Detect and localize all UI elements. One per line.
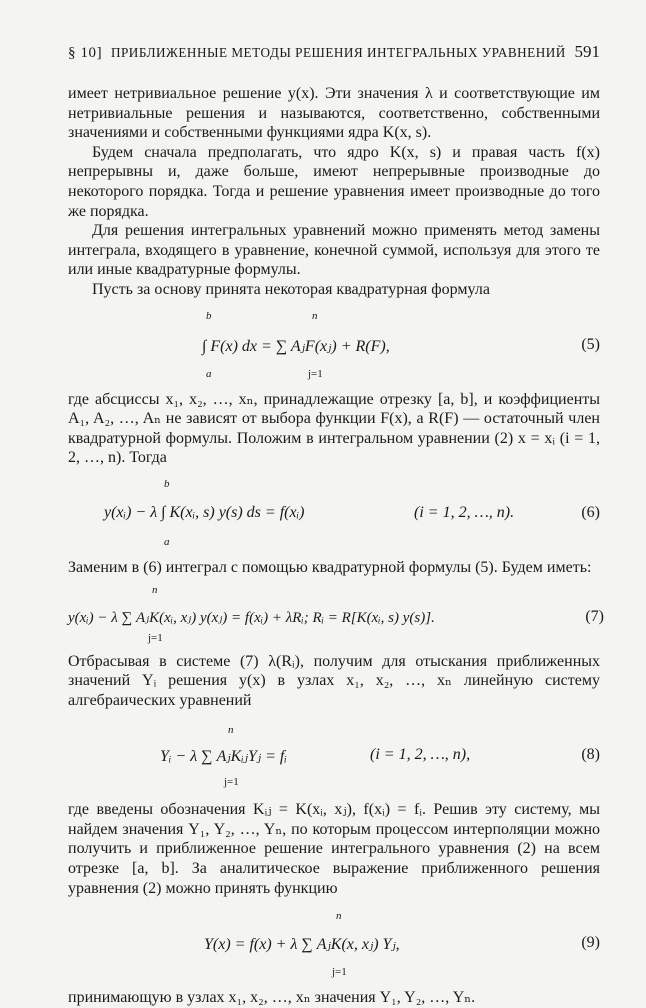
section-ref: § 10] (68, 45, 103, 61)
sum-lower-limit: j=1 (308, 367, 323, 380)
header-title: ПРИБЛИЖЕННЫЕ МЕТОДЫ РЕШЕНИЯ ИНТЕГРАЛЬНЫХ УРАВНЕНИЙ (110, 45, 566, 60)
equation-6-condition: (i = 1, 2, …, n). (414, 503, 515, 521)
paragraph-5: где абсциссы x₁, x₂, …, xₙ, принадлежащие отрезку [a, b], и коэффициенты A₁, A₂, …, Aₙ не зависят от выбора функции F(x), а R(F) — остаточный член квадратурной формулы. Положим в интегральном уравнении (2) x = xᵢ (i = 1, 2, …, n). Тогда (68, 390, 600, 467)
integral-upper-limit: b (206, 309, 212, 322)
equation-9 (68, 904, 600, 982)
sum-upper-limit: n (228, 724, 234, 737)
equation-5-number: (5) (581, 335, 600, 353)
paragraph-3: Для решения интегральных уравнений можно применять метод замены интеграла, входящего в уравнение, конечной суммой, используя для этого те или иные квадратурные формулы. (68, 222, 600, 279)
equation-8-condition: (i = 1, 2, …, n), (370, 746, 471, 764)
integral-lower-limit: a (206, 367, 212, 380)
equation-6-number: (6) (581, 503, 600, 521)
paragraph-9: принимающую в узлах x₁, x₂, …, xₙ значения Y₁, Y₂, …, Yₙ. (68, 989, 476, 1007)
equation-7 (68, 583, 604, 646)
page (68, 42, 604, 1008)
page-number: 591 (574, 42, 600, 61)
equation-9-number: (9) (581, 934, 600, 952)
sum-upper-limit: n (312, 309, 318, 322)
equation-9-body: Y(x) = f(x) + λ ∑ AⱼK(x, xⱼ) Yⱼ, (204, 936, 400, 954)
integral-upper-limit: b (164, 477, 170, 490)
equation-7-number: (7) (585, 607, 604, 625)
equation-8-body: Yᵢ − λ ∑ AⱼKᵢⱼYⱼ = fᵢ (160, 748, 287, 766)
equation-8 (68, 716, 600, 794)
running-header (68, 42, 600, 62)
paragraph-7: Отбрасывая в системе (7) λ(Rᵢ), получим для отыскания приближенных значений Yᵢ решения y(x) в узлах x₁, x₂, …, xₙ линейную систему алгебраических уравнений (68, 652, 600, 709)
sum-lower-limit: j=1 (332, 966, 347, 979)
sum-lower-limit: j=1 (148, 631, 163, 644)
sum-upper-limit: n (152, 583, 158, 596)
paragraph-2: Будем сначала предполагать, что ядро K(x, s) и правая часть f(x) непрерывны и, даже больше, имеют непрерывные производные до некоторого порядка. Тогда и решение уравнения имеет производные до того же порядка. (68, 143, 600, 220)
sum-upper-limit: n (336, 910, 342, 923)
equation-8-number: (8) (581, 746, 600, 764)
equation-5 (68, 306, 600, 384)
equation-7-body: y(xᵢ) − λ ∑ AⱼK(xᵢ, xⱼ) y(xⱼ) = f(xᵢ) + λRᵢ; Rᵢ = R[K(xᵢ, s) y(s)]. (68, 609, 435, 626)
integral-lower-limit: a (164, 535, 170, 548)
equation-5-body: ∫ F(x) dx = ∑ AⱼF(xⱼ) + R(F), (202, 337, 390, 355)
equation-6 (68, 474, 600, 552)
paragraph-6: Заменим в (6) интеграл с помощью квадратурной формулы (5). Будем иметь: (68, 558, 592, 576)
sum-lower-limit: j=1 (224, 776, 239, 789)
paragraph-4: Пусть за основу принята некоторая квадратурная формула (92, 280, 490, 298)
paragraph-1: имеет нетривиальное решение y(x). Эти значения λ и соответствующие им нетривиальные решения и называются, соответственно, собственными значениями и собственными функциями ядра K(x, s). (68, 85, 600, 142)
equation-6-body: y(xᵢ) − λ ∫ K(xᵢ, s) y(s) ds = f(xᵢ) (104, 503, 305, 521)
paragraph-8: где введены обозначения Kᵢⱼ = K(xᵢ, xⱼ), f(xᵢ) = fᵢ. Решив эту систему, мы найдем значения Y₁, Y₂, …, Yₙ, по которым процессом интерполяции можно получить и приближенное решение интегрального уравнения (2) на всем отрезке [a, b]. За аналитическое выражение приближенного решения уравнения (2) можно принять функцию (68, 801, 600, 897)
